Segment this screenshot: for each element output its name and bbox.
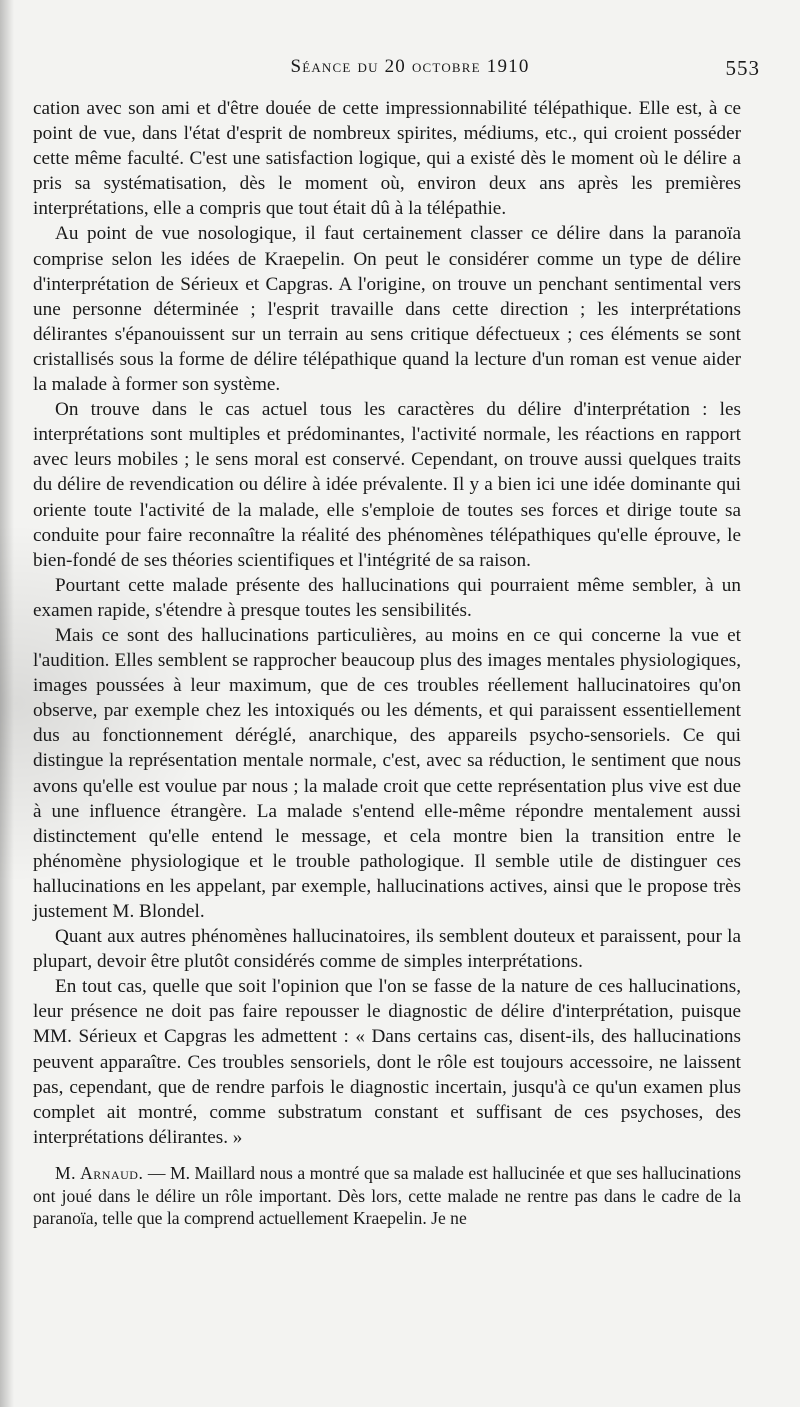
paragraph: En tout cas, quelle que soit l'opinion que l'on se fasse de la nature de ces hallucinations, leur présence ne doit pas faire repousser le diagnostic de délire d'interprétation, puisque MM. Sérieux et Capgras les admettent : « Dans certains cas, disent-ils, des hallucinations peuvent apparaître. Ces troubles sensoriels, dont le rôle est toujours accessoire, ne laissent pas, cependant, que de rendre parfois le diagnostic incertain, jusqu'à ce qu'un examen plus complet ait montré, comme substratum constant et suffisant de ces psychoses, des interprétations délirantes. »: [33, 976, 741, 1148]
discussion-paragraph: [33, 1162, 741, 1230]
paragraph: On trouve dans le cas actuel tous les caractères du délire d'interprétation : les interprétations sont multiples et prédominantes, l'activité normale, les réactions en rapport avec leurs mobiles ; le sens moral est conservé. Cependant, on trouve aussi quelques traits du délire de revendication ou délire à idée prévalente. Il y a bien ici une idée dominante qui oriente toute l'activité de la malade, elle s'emploie de toutes ses forces et dirige toute sa conduite pour faire reconnaître la réalité des phénomènes télépathiques qu'elle éprouve, le bien-fondé de ses théories scientifiques et l'intégrité de sa raison.: [33, 399, 741, 571]
paragraph: Au point de vue nosologique, il faut certainement classer ce délire dans la paranoïa comprise selon les idées de Kraepelin. On peut le considérer comme un type de délire d'interprétation de Sérieux et Capgras. A l'origine, on trouve un penchant sentimental vers une personne déterminée ; l'esprit travaille dans cette direction ; les interprétations délirantes s'épanouissent sur un terrain au sens critique défectueux ; ces éléments se sont cristallisés sous la forme de délire télépathique quand la lecture d'un roman est venue aider la malade à former son système.: [33, 223, 741, 396]
page-number: 553: [725, 56, 760, 80]
paragraph: Mais ce sont des hallucinations particulières, au moins en ce qui concerne la vue et l'audition. Elles semblent se rapprocher beaucoup plus des images mentales physiologiques, images poussées à leur maximum, que de ces troubles réellement hallucinatoires qu'on observe, par exemple chez les intoxiqués ou les déments, et qui paraissent essentiellement dus au fonctionnement déréglé, anarchique, des appareils psycho-sensoriels. Ce qui distingue la représentation mentale normale, c'est, avec sa réduction, le sentiment que nous avons qu'elle est voulue par nous ; la malade croit que cette représentation plus vive est due à une influence étrangère. La malade s'entend elle-même répondre mentalement aussi distinctement qu'elle entend le message, et cela montre bien la transition entre le phénomène physiologique et le trouble pathologique. Il semble utile de distinguer ces hallucinations en les appelant, par exemple, hallucinations actives, ainsi que le propose très justement M. Blondel.: [33, 624, 741, 922]
discussion-text: — M. Maillard nous a montré que sa malade est hallucinée et que ses hallucinations ont joué dans le délire un rôle important. Dès lors, cette malade ne rentre pas dans le cadre de la paranoïa, telle que la comprend actuellement Kraepelin. Je ne: [33, 1162, 742, 1229]
paragraph: Quant aux autres phénomènes hallucinatoires, ils semblent douteux et paraissent, pour la plupart, devoir être plutôt considérés comme de simples interprétations.: [33, 926, 741, 973]
body-text: [33, 96, 741, 1230]
paragraph: Pourtant cette malade présente des hallucinations qui pourraient même sembler, à un examen rapide, s'étendre à presque toutes les sensibilités.: [33, 574, 741, 621]
page-header: [60, 54, 760, 84]
running-head: Séance du 20 octobre 1910: [290, 56, 530, 77]
speaker-name: M. Arnaud.: [55, 1162, 144, 1183]
paragraph: cation avec son ami et d'être douée de cette impressionnabilité télépathique. Elle est, à ce point de vue, dans l'état d'esprit de nombreux spirites, médiums, etc., qui croient posséder cette même faculté. C'est une satisfaction logique, qui a existé dès le moment où le délire a pris sa systématisation, dès le moment où, environ deux ans après les premières interprétations, elle a compris que tout était dû à la télépathie.: [33, 98, 741, 220]
scan-shadow-edge: [0, 0, 14, 1407]
